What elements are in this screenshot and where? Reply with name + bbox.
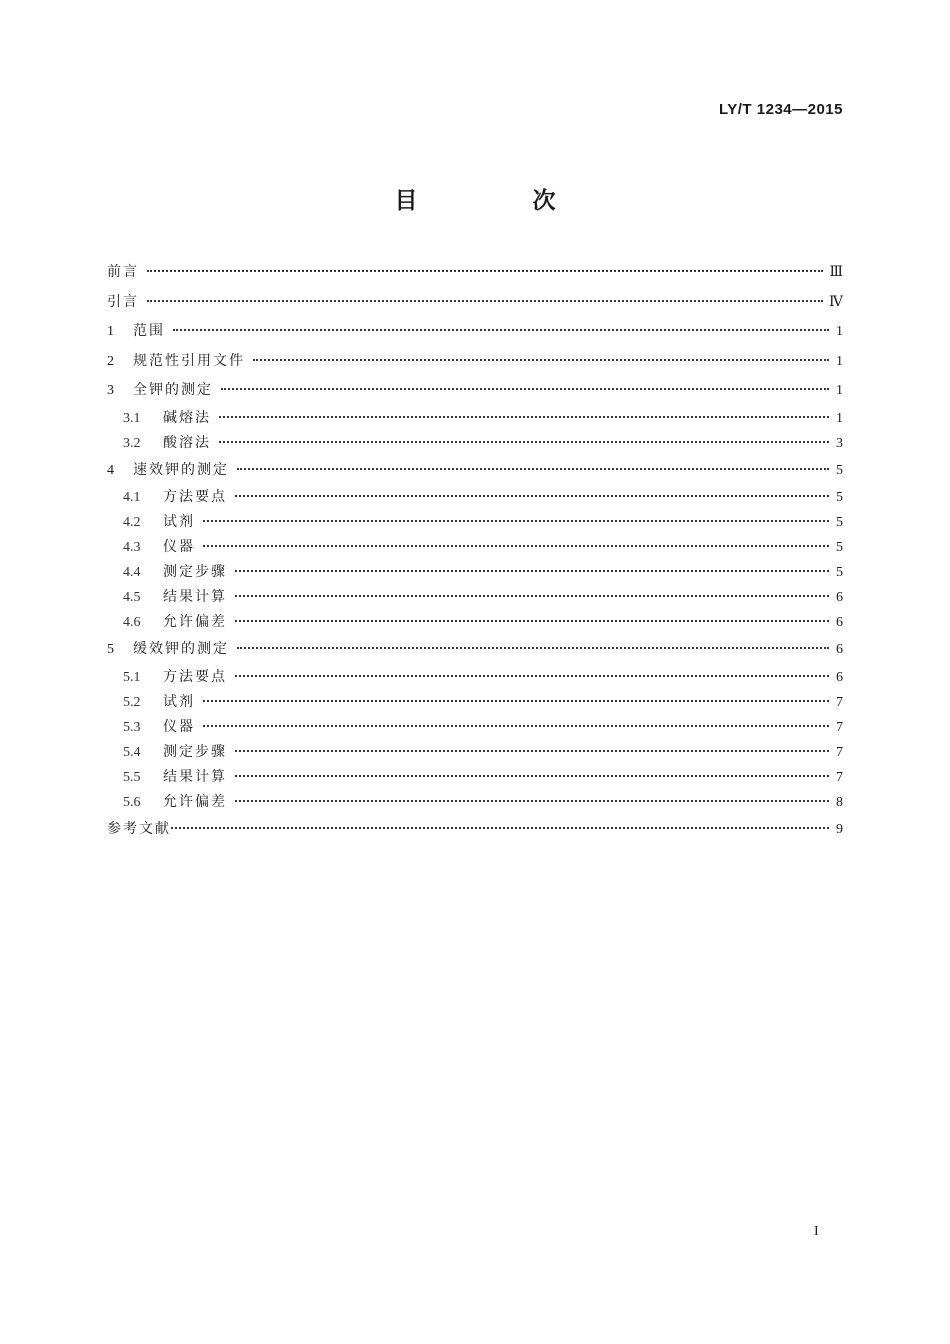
toc-entry-page: 5: [836, 515, 843, 530]
toc-entry-page: 5: [836, 540, 843, 555]
toc-entry-label: 结果计算: [163, 768, 227, 785]
toc-entry-label: 引言: [107, 293, 139, 310]
toc-entry-page: 1: [836, 383, 843, 398]
toc-entry-number: 4.2: [123, 515, 141, 530]
dot-leader: [219, 441, 829, 443]
toc-entry-page: 5: [836, 462, 843, 478]
dot-leader: [203, 700, 829, 702]
toc-entry-page: 1: [836, 324, 843, 339]
toc-entry-page: Ⅳ: [829, 294, 843, 310]
dot-leader: [221, 388, 829, 390]
toc-entry-label: 参考文献: [107, 820, 171, 837]
toc-entry-number: 5.1: [123, 669, 141, 685]
toc-entry-page: 7: [836, 769, 843, 785]
toc-entry-page: 5: [836, 490, 843, 505]
dot-leader: [237, 468, 829, 470]
toc-entry-number: 3: [107, 383, 114, 398]
dot-leader: [203, 520, 829, 522]
dot-leader: [235, 495, 829, 497]
toc-entry-page: 6: [836, 590, 843, 605]
toc-entry-label: 测定步骤: [163, 564, 227, 580]
toc-entry-label: 试剂: [163, 514, 195, 530]
dot-leader: [203, 725, 829, 727]
toc-entry-number: 4.5: [123, 590, 141, 605]
toc-entry-label: 缓效钾的测定: [133, 641, 229, 657]
toc-entry-5-5[interactable]: [107, 765, 843, 790]
toc-entry-label: 酸溶法: [163, 434, 211, 451]
toc-entry-introduction[interactable]: [107, 288, 843, 318]
toc-entry-label: 全钾的测定: [133, 382, 213, 398]
dot-leader: [237, 647, 829, 649]
toc-entry-label: 结果计算: [163, 589, 227, 605]
toc-entry-page: 7: [836, 719, 843, 735]
toc-entry-label: 方法要点: [163, 668, 227, 685]
table-of-contents: [107, 258, 843, 844]
toc-entry-number: 5.6: [123, 794, 141, 810]
dot-leader: [235, 595, 829, 597]
toc-entry-number: 5.5: [123, 769, 141, 785]
toc-entry-4-6[interactable]: [107, 610, 843, 635]
toc-entry-number: 4.1: [123, 490, 141, 505]
toc-entry-number: 4.3: [123, 540, 141, 555]
toc-entry-5[interactable]: [107, 635, 843, 665]
dot-leader: [235, 570, 829, 572]
toc-entry-number: 4: [107, 462, 114, 478]
dot-leader: [235, 800, 829, 802]
toc-entry-label: 允许偏差: [163, 614, 227, 630]
toc-entry-2[interactable]: [107, 347, 843, 377]
toc-entry-number: 5.4: [123, 744, 141, 760]
toc-entry-label: 碱熔法: [163, 409, 211, 426]
toc-entry-number: 5: [107, 642, 114, 657]
toc-entry-page: Ⅲ: [829, 265, 843, 280]
dot-leader: [203, 545, 829, 547]
toc-entry-page: 5: [836, 565, 843, 580]
toc-entry-label: 测定步骤: [163, 743, 227, 760]
toc-entry-number: 3.2: [123, 435, 141, 451]
toc-entry-3-1[interactable]: [107, 406, 843, 431]
toc-entry-4-1[interactable]: [107, 485, 843, 510]
toc-entry-label: 仪器: [163, 718, 195, 735]
toc-entry-page: 9: [836, 821, 843, 837]
dot-leader: [171, 827, 829, 829]
toc-entry-1[interactable]: [107, 317, 843, 347]
toc-entry-label: 范围: [133, 323, 165, 339]
toc-entry-page: 7: [836, 744, 843, 760]
toc-entry-number: 3.1: [123, 410, 141, 426]
toc-entry-number: 4.6: [123, 615, 141, 630]
dot-leader: [173, 329, 829, 331]
toc-entry-label: 速效钾的测定: [133, 461, 229, 478]
toc-title: 目 次: [394, 188, 602, 214]
toc-entry-foreword[interactable]: [107, 258, 843, 288]
page-number: I: [814, 1224, 819, 1239]
toc-entry-5-2[interactable]: [107, 690, 843, 715]
toc-entry-4-3[interactable]: [107, 535, 843, 560]
toc-entry-5-3[interactable]: [107, 715, 843, 740]
toc-entry-3[interactable]: [107, 376, 843, 406]
dot-leader: [253, 359, 829, 361]
toc-entry-page: 7: [836, 694, 843, 710]
dot-leader: [147, 300, 823, 302]
toc-entry-bibliography[interactable]: [107, 815, 843, 845]
toc-entry-page: 6: [836, 669, 843, 685]
toc-entry-page: 1: [836, 353, 843, 369]
toc-entry-3-2[interactable]: [107, 431, 843, 456]
toc-entry-page: 6: [836, 642, 843, 657]
toc-entry-label: 前言: [107, 264, 139, 280]
toc-entry-5-4[interactable]: [107, 740, 843, 765]
toc-entry-4-2[interactable]: [107, 510, 843, 535]
toc-entry-4[interactable]: [107, 456, 843, 486]
dot-leader: [147, 270, 823, 272]
toc-entry-page: 1: [836, 410, 843, 426]
toc-entry-label: 允许偏差: [163, 793, 227, 810]
toc-entry-label: 方法要点: [163, 489, 227, 505]
dot-leader: [235, 675, 829, 677]
toc-entry-page: 8: [836, 794, 843, 810]
toc-entry-label: 规范性引用文件: [133, 352, 245, 369]
toc-entry-label: 仪器: [163, 539, 195, 555]
dot-leader: [235, 620, 829, 622]
standard-code: LY/T 1234—2015: [718, 101, 843, 118]
dot-leader: [235, 750, 829, 752]
toc-entry-number: 5.2: [123, 694, 141, 710]
toc-entry-number: 2: [107, 353, 114, 369]
toc-entry-page: 6: [836, 615, 843, 630]
toc-entry-5-6[interactable]: [107, 790, 843, 815]
dot-leader: [219, 416, 829, 418]
toc-entry-page: 3: [836, 435, 843, 451]
dot-leader: [235, 775, 829, 777]
toc-entry-number: 1: [107, 324, 114, 339]
toc-entry-number: 5.3: [123, 719, 141, 735]
toc-entry-4-5[interactable]: [107, 585, 843, 610]
toc-entry-4-4[interactable]: [107, 560, 843, 585]
toc-entry-number: 4.4: [123, 565, 141, 580]
toc-entry-5-1[interactable]: [107, 665, 843, 690]
toc-entry-label: 试剂: [163, 693, 195, 710]
